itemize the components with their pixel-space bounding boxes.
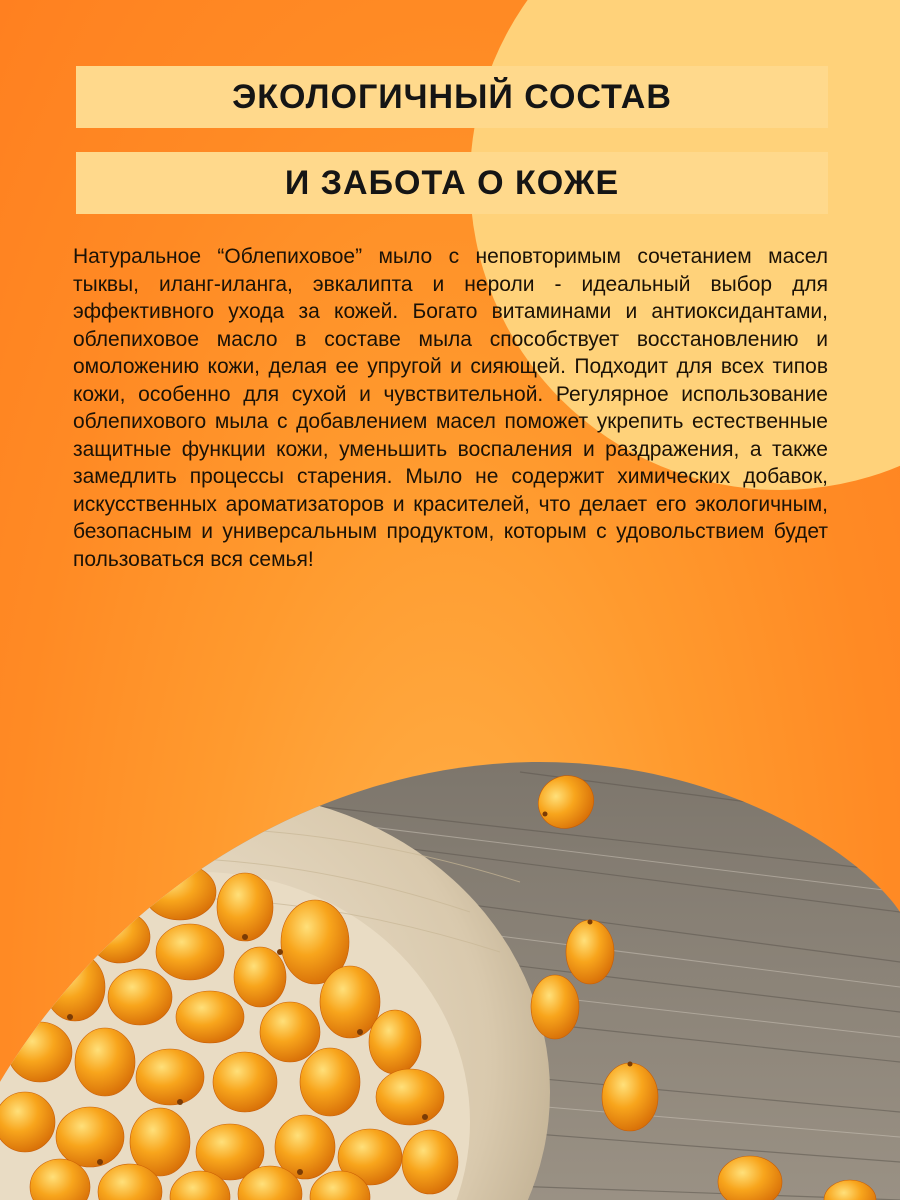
berries-photo (0, 762, 900, 1200)
product-description: Натуральное “Облепиховое” мыло с неповторимым сочетанием масел тыквы, иланг-иланга, эвкалипта и нероли - идеальный выбор для эффективного ухода за кожей. Богато витаминами и антиоксидантами, облепиховое масло в составе мыла способствует восстановлению и омоложению кожи, делая ее упругой и сияющей. Подходит для всех типов кожи, особенно для сухой и чувствительной. Регулярное использование облепихового мыла с добавлением масел поможет укрепить естественные защитные функции кожи, уменьшить воспаления и раздражения, а также замедлить процессы старения. Мыло не содержит химических добавок, искусственных ароматизаторов и красителей, что делает его экологичным, безопасным и универсальным продуктом, которым с удовольствием будет пользоваться вся семья! (73, 245, 828, 571)
headline-line-2: И ЗАБОТА О КОЖЕ (284, 163, 620, 202)
headline-line-1: ЭКОЛОГИЧНЫЙ СОСТАВ (232, 77, 672, 116)
headline-banner-1 (76, 66, 828, 128)
headline-banner-2 (76, 152, 828, 214)
